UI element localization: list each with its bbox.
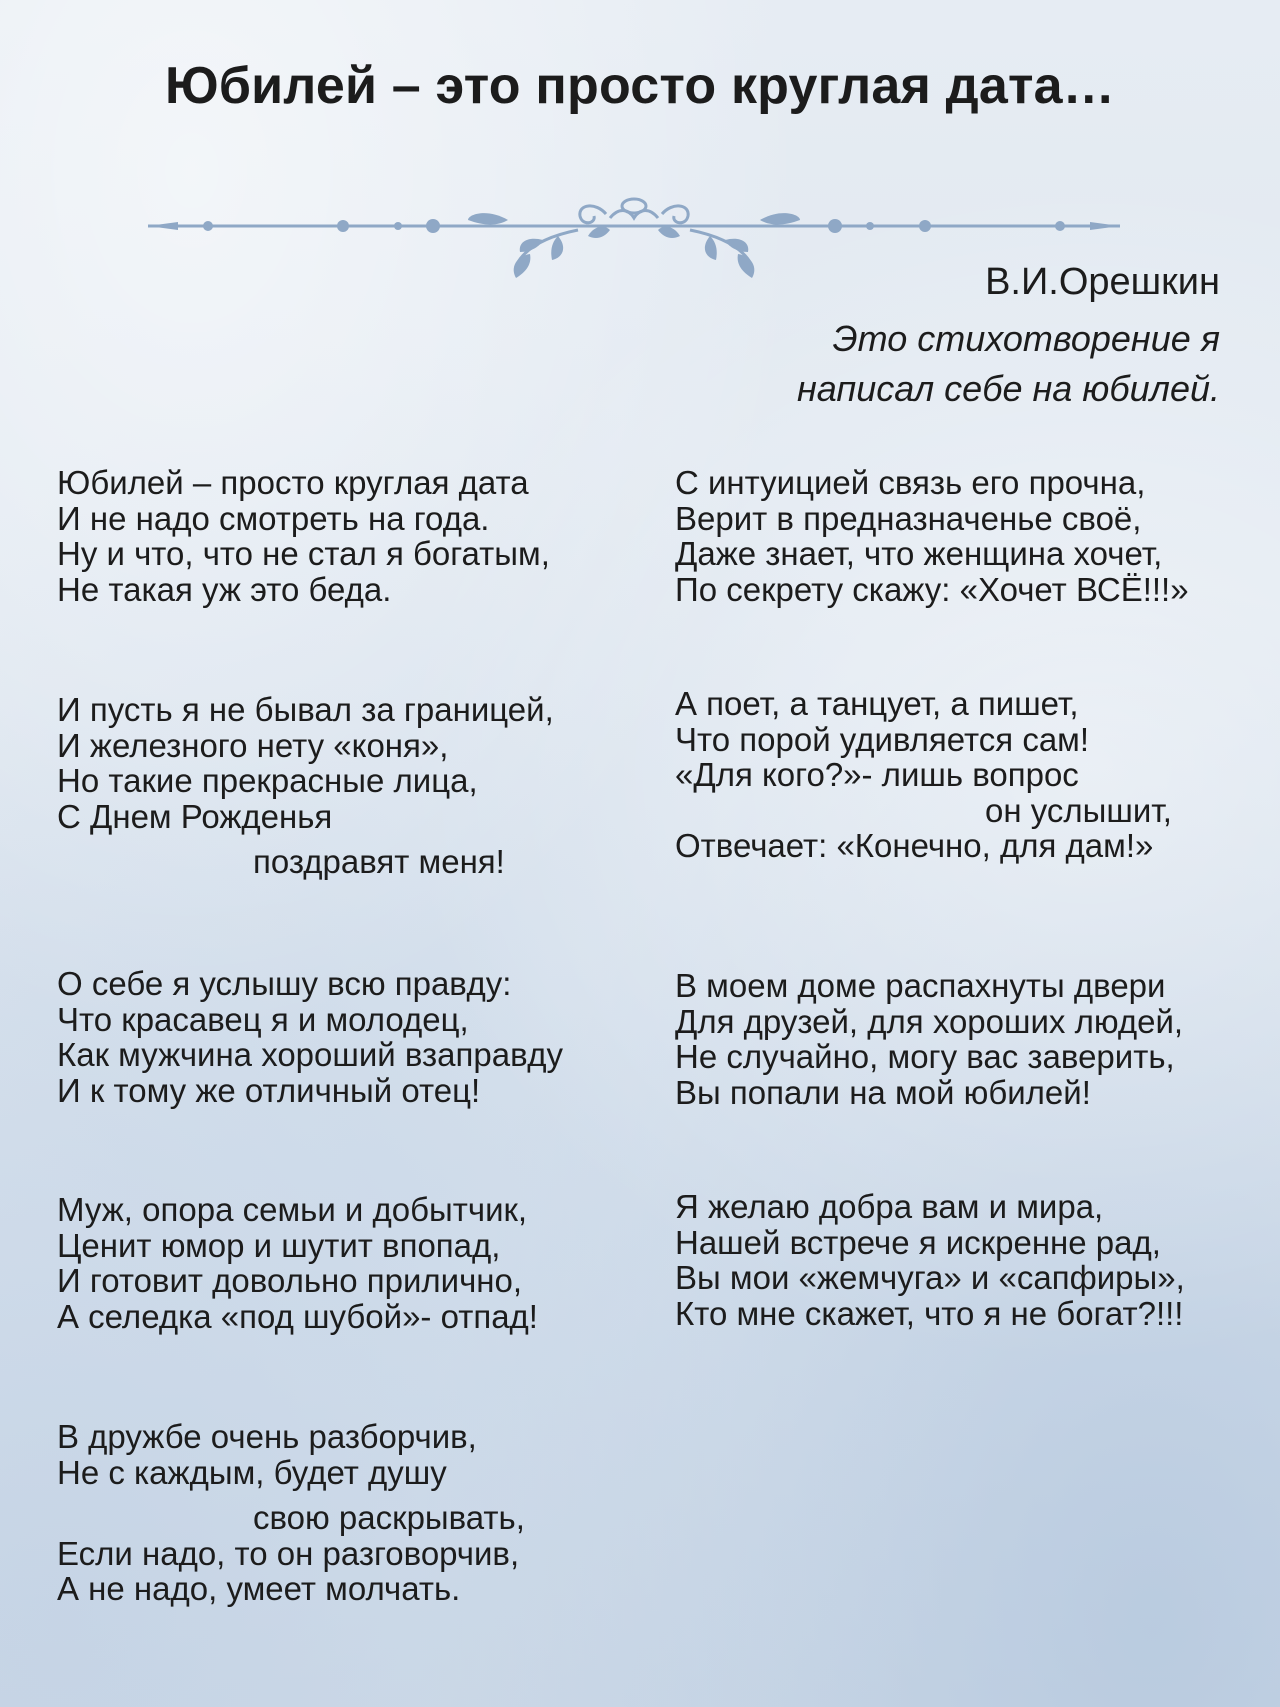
poem-line: С интуицией связь его прочна,	[675, 464, 1146, 501]
poem-line: Ну и что, что не стал я богатым,	[57, 535, 550, 572]
poem-line: Вы мои «жемчуга» и «сапфиры»,	[675, 1259, 1185, 1296]
poem-line: Я желаю добра вам и мира,	[675, 1188, 1104, 1225]
stanza-right-4	[675, 1189, 1185, 1331]
poem-line: Что красавец я и молодец,	[57, 1000, 469, 1038]
poem-line: Кто мне скажет, что я не богат?!!!	[675, 1294, 1184, 1332]
poem-line: А селедка «под шубой»- отпад!	[57, 1297, 538, 1335]
poem-line: И железного нету «коня»,	[57, 726, 449, 764]
poem-line: С Днем Рожденья	[57, 797, 333, 835]
poem-line: И не надо смотреть на года.	[57, 499, 490, 537]
poem-line: Вы попали на мой юбилей!	[675, 1073, 1091, 1111]
stanza-right-3	[675, 968, 1183, 1110]
author-name: В.И.Орешкин	[985, 261, 1220, 303]
poem-line: По секрету скажу: «Хочет ВСЁ!!!»	[675, 570, 1189, 608]
poem-line: В дружбе очень разборчив,	[57, 1418, 477, 1455]
poem-line: Верит в предназначенье своё,	[675, 499, 1142, 537]
poem-line: свою раскрывать,	[253, 1499, 525, 1536]
page-title: Юбилей – это просто круглая дата…	[165, 57, 1115, 115]
poem-line: А не надо, умеет молчать.	[57, 1570, 461, 1607]
dedication-note	[797, 314, 1220, 414]
poem-line: О себе я услышу всю правду:	[57, 965, 512, 1002]
poem-line: А поет, а танцует, а пишет,	[675, 685, 1079, 722]
poem-line: Как мужчина хороший взаправду	[57, 1036, 564, 1073]
poem-line: Нашей встрече я искренне рад,	[675, 1223, 1161, 1261]
poem-line: Для друзей, для хороших людей,	[675, 1002, 1184, 1040]
poem-line: Не такая уж это беда.	[57, 570, 392, 608]
poem-line: В моем доме распахнуты двери	[675, 967, 1166, 1004]
poem-line: Но такие прекрасные лица,	[57, 762, 478, 799]
stanza-left-3	[57, 966, 563, 1108]
poem-line: И к тому же отличный отец!	[57, 1071, 481, 1109]
poem-line: И готовит довольно прилично,	[57, 1262, 523, 1299]
poem-line: поздравят меня!	[253, 843, 505, 880]
poem-line: «Для кого?»- лишь вопрос	[675, 756, 1079, 793]
poem-line: он услышит,	[985, 791, 1172, 829]
stanza-left-4	[57, 1192, 538, 1334]
poem-line: Не случайно, могу вас заверить,	[675, 1038, 1175, 1075]
poem-line: Муж, опора семьи и добытчик,	[57, 1191, 528, 1228]
dedication-line: Это стихотворение я	[832, 318, 1220, 359]
poem-line: Что порой удивляется сам!	[675, 720, 1090, 758]
poem-line: Ценит юмор и шутит впопад,	[57, 1226, 501, 1264]
dedication-line: написал себе на юбилей.	[797, 368, 1220, 409]
stanza-left-5	[57, 1419, 525, 1607]
stanza-right-1	[675, 465, 1189, 607]
poem-line: И пусть я не бывал за границей,	[57, 691, 554, 728]
poem-line: Отвечает: «Конечно, для дам!»	[675, 827, 1154, 864]
stanza-left-2	[57, 692, 554, 880]
poem-line: Даже знает, что женщина хочет,	[675, 535, 1163, 572]
author-block	[797, 258, 1220, 414]
poem-line: Если надо, то он разговорчив,	[57, 1534, 520, 1572]
poem-line: Не с каждым, будет душу	[57, 1453, 447, 1491]
stanza-right-2	[675, 686, 1172, 864]
stanza-left-1	[57, 465, 550, 607]
poem-line: Юбилей – просто круглая дата	[57, 464, 529, 501]
